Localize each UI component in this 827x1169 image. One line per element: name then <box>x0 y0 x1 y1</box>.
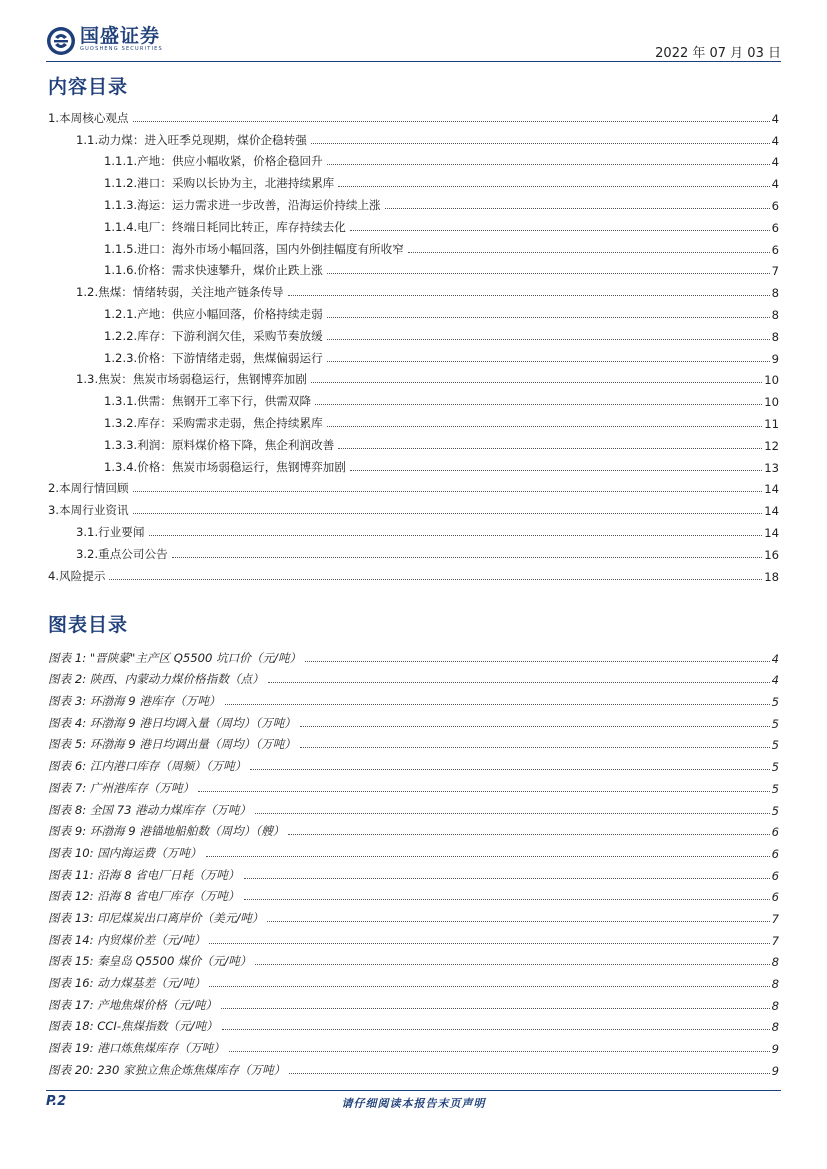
contents-list <box>48 104 779 584</box>
entry-title: 3.2.重点公司公告 <box>76 546 168 561</box>
entry-page-number: 7 <box>771 933 779 948</box>
disclaimer: 请仔细阅读本报告末页声明 <box>341 1097 486 1110</box>
entry-page-number: 7 <box>771 264 779 279</box>
entry-page-number: 6 <box>771 846 779 861</box>
footer-divider <box>46 1090 781 1091</box>
dot-leader <box>288 834 769 835</box>
dot-leader <box>350 470 762 471</box>
figure-entry[interactable] <box>48 969 779 991</box>
entry-title: 1.3.3.利润：原料煤价格下降，焦企利润改善 <box>104 437 335 452</box>
toc-entry[interactable] <box>48 431 779 453</box>
entry-title: 图表 18: CCI-焦煤指数（元/吨） <box>48 1019 218 1034</box>
dot-leader <box>172 557 763 558</box>
contents-title: 内容目录 <box>48 76 129 98</box>
entry-title: 1.3.4.价格：焦炭市场弱稳运行，焦钢博弈加剧 <box>104 459 346 474</box>
dot-leader <box>385 208 770 209</box>
entry-page-number: 5 <box>771 716 779 731</box>
figure-entry[interactable] <box>48 687 779 709</box>
figure-entry[interactable] <box>48 1056 779 1078</box>
dot-leader <box>311 382 762 383</box>
entry-title: 图表 16: 动力煤基差（元/吨） <box>48 976 206 990</box>
entry-page-number: 4 <box>771 155 779 170</box>
entry-page-number: 8 <box>771 329 779 344</box>
entry-title: 3.1.行业要闻 <box>76 524 145 539</box>
dot-leader <box>327 339 770 340</box>
toc-entry[interactable] <box>48 235 779 257</box>
dot-leader <box>133 491 763 492</box>
figure-entry[interactable] <box>48 709 779 731</box>
toc-entry[interactable] <box>48 540 779 562</box>
dot-leader <box>222 1029 770 1030</box>
entry-title: 3.本周行业资讯 <box>48 503 129 518</box>
entry-title: 2.本周行情回顾 <box>48 481 129 496</box>
entry-title: 图表 19: 港口炼焦煤库存（万吨） <box>48 1041 225 1056</box>
entry-page-number: 5 <box>771 803 779 818</box>
dot-leader <box>327 426 763 427</box>
entry-page-number: 6 <box>771 868 779 883</box>
toc-entry[interactable] <box>48 562 779 584</box>
entry-page-number: 8 <box>771 286 779 301</box>
dot-leader <box>149 535 763 536</box>
figure-entry[interactable] <box>48 752 779 774</box>
dot-leader <box>268 682 770 683</box>
entry-title: 图表 7: 广州港库存（万吨） <box>48 780 195 795</box>
entry-page-number: 9 <box>771 1063 779 1078</box>
toc-entry[interactable] <box>48 169 779 191</box>
entry-page-number: 14 <box>764 504 779 519</box>
toc-entry[interactable] <box>48 300 779 322</box>
entry-page-number: 7 <box>771 911 779 926</box>
dot-leader <box>209 986 769 987</box>
entry-title: 1.2.焦煤：情绪转弱，关注地产链条传导 <box>76 285 284 300</box>
entry-page-number: 4 <box>771 673 779 688</box>
entry-title: 4.风险提示 <box>48 568 106 583</box>
dot-leader <box>327 164 770 165</box>
figure-entry[interactable] <box>48 796 779 818</box>
figure-entry[interactable] <box>48 861 779 883</box>
dot-leader <box>229 1051 770 1052</box>
entry-page-number: 8 <box>771 977 779 991</box>
dot-leader <box>350 230 770 231</box>
dot-leader <box>206 856 770 857</box>
entry-page-number: 16 <box>764 547 779 562</box>
toc-entry[interactable] <box>48 213 779 235</box>
entry-title: 1.1.2.港口：采购以长协为主，北港持续累库 <box>104 176 335 191</box>
dot-leader <box>327 273 770 274</box>
figure-entry[interactable] <box>48 839 779 861</box>
brand-name-en: GUOSHENG SECURITIES <box>80 46 163 52</box>
entry-title: 图表 6: 江内港口库存（周频）（万吨） <box>48 759 247 774</box>
entry-title: 1.1.6.价格：需求快速攀升，煤价止跌上涨 <box>104 263 323 278</box>
figure-entry[interactable] <box>48 1013 779 1035</box>
company-logo <box>46 26 163 60</box>
toc-entry[interactable] <box>48 409 779 431</box>
figure-entry[interactable] <box>48 644 779 666</box>
entry-page-number: 4 <box>771 651 779 666</box>
entry-title: 图表 10: 国内海运费（万吨） <box>48 845 202 860</box>
entry-title: 1.1.3.海运：运力需求进一步改善，沿海运价持续上涨 <box>104 197 381 212</box>
toc-entry[interactable] <box>48 104 779 126</box>
toc-entry[interactable] <box>48 257 779 279</box>
entry-title: 图表 11: 沿海 8 省电厂日耗（万吨） <box>48 867 240 882</box>
entry-page-number: 5 <box>771 781 779 796</box>
entry-title: 1.本周核心观点 <box>48 110 129 125</box>
toc-entry[interactable] <box>48 126 779 148</box>
figure-entry[interactable] <box>48 883 779 905</box>
figure-entry[interactable] <box>48 1034 779 1056</box>
dot-leader <box>327 361 770 362</box>
entry-page-number: 5 <box>771 760 779 775</box>
figure-entry[interactable] <box>48 948 779 970</box>
dot-leader <box>255 964 769 965</box>
entry-title: 图表 1: "晋陕蒙"主产区 Q5500 坑口价（元/吨） <box>48 650 302 665</box>
dot-leader <box>300 747 770 748</box>
dot-leader <box>311 143 770 144</box>
report-date: 2022 年 07 月 03 日 <box>655 46 781 61</box>
entry-title: 图表 3: 环渤海 9 港库存（万吨） <box>48 694 221 709</box>
entry-page-number: 4 <box>771 177 779 192</box>
guosheng-logo-icon <box>46 26 76 56</box>
entry-page-number: 8 <box>771 955 779 970</box>
figures-title: 图表目录 <box>48 614 129 636</box>
entry-title: 图表 4: 环渤海 9 港日均调入量（周均）（万吨） <box>48 715 296 730</box>
dot-leader <box>305 661 769 662</box>
entry-title: 图表 2: 陕西、内蒙动力煤价格指数（点） <box>48 672 264 687</box>
entry-title: 1.3.1.供需：焦钢开工率下行，供需双降 <box>104 394 312 409</box>
figure-entry[interactable] <box>48 926 779 948</box>
entry-page-number: 6 <box>771 220 779 235</box>
entry-title: 1.2.3.价格：下游情绪走弱，焦煤偏弱运行 <box>104 350 323 365</box>
dot-leader <box>408 252 770 253</box>
dot-leader <box>198 791 769 792</box>
toc-entry[interactable] <box>48 344 779 366</box>
entry-page-number: 6 <box>771 198 779 213</box>
entry-title: 图表 8: 全国 73 港动力煤库存（万吨） <box>48 802 252 817</box>
dot-leader <box>338 186 769 187</box>
toc-entry[interactable] <box>48 496 779 518</box>
entry-page-number: 18 <box>764 569 779 584</box>
entry-title: 图表 13: 印尼煤炭出口离岸价（美元/吨） <box>48 910 264 925</box>
entry-page-number: 8 <box>771 307 779 322</box>
entry-page-number: 8 <box>771 1020 779 1035</box>
entry-page-number: 10 <box>764 373 779 388</box>
dot-leader <box>300 726 770 727</box>
dot-leader <box>244 878 770 879</box>
entry-page-number: 12 <box>764 438 779 453</box>
dot-leader <box>267 921 769 922</box>
entry-title: 图表 15: 秦皇岛 Q5500 煤价（元/吨） <box>48 954 252 969</box>
figure-entry[interactable] <box>48 818 779 840</box>
entry-title: 1.1.1.产地：供应小幅收紧，价格企稳回升 <box>104 154 323 169</box>
toc-entry[interactable] <box>48 453 779 475</box>
entry-title: 1.2.2.库存：下游利润欠佳，采购节奏放缓 <box>104 328 323 343</box>
dot-leader <box>225 704 770 705</box>
entry-title: 1.1.4.电厂：终端日耗同比转正，库存持续去化 <box>104 219 346 234</box>
dot-leader <box>255 813 770 814</box>
entry-title: 图表 12: 沿海 8 省电厂库存（万吨） <box>48 889 240 904</box>
toc-entry[interactable] <box>48 518 779 540</box>
toc-entry[interactable] <box>48 475 779 497</box>
dot-leader <box>221 1008 770 1009</box>
entry-title: 1.1.5.进口：海外市场小幅回落，国内外倒挂幅度有所收窄 <box>104 241 404 256</box>
toc-entry[interactable] <box>48 191 779 213</box>
figure-entry[interactable] <box>48 904 779 926</box>
entry-page-number: 6 <box>771 825 779 840</box>
entry-page-number: 10 <box>764 395 779 410</box>
entry-page-number: 4 <box>771 111 779 126</box>
page-number: P.2 <box>46 1094 67 1109</box>
dot-leader <box>338 448 762 449</box>
header-divider <box>46 61 781 62</box>
entry-page-number: 8 <box>771 998 779 1013</box>
entry-title: 图表 20: 230 家独立焦企炼焦煤库存（万吨） <box>48 1062 286 1077</box>
entry-page-number: 11 <box>764 416 779 431</box>
dot-leader <box>315 404 762 405</box>
dot-leader <box>288 295 770 296</box>
entry-page-number: 6 <box>771 242 779 257</box>
entry-page-number: 14 <box>764 482 779 497</box>
toc-entry[interactable] <box>48 148 779 170</box>
entry-page-number: 5 <box>771 695 779 710</box>
dot-leader <box>133 513 763 514</box>
dot-leader <box>244 899 770 900</box>
figure-entry[interactable] <box>48 774 779 796</box>
entry-page-number: 9 <box>771 351 779 366</box>
entry-page-number: 4 <box>771 133 779 148</box>
figures-list <box>48 644 779 1078</box>
entry-title: 1.3.焦炭：焦炭市场弱稳运行，焦钢博弈加剧 <box>76 372 307 387</box>
entry-title: 1.1.动力煤：进入旺季兑现期，煤价企稳转强 <box>76 132 307 147</box>
toc-entry[interactable] <box>48 366 779 388</box>
entry-title: 1.2.1.产地：供应小幅回落，价格持续走弱 <box>104 306 323 321</box>
entry-page-number: 9 <box>771 1042 779 1057</box>
toc-entry[interactable] <box>48 278 779 300</box>
entry-title: 图表 5: 环渤海 9 港日均调出量（周均）（万吨） <box>48 737 296 752</box>
entry-page-number: 14 <box>764 525 779 540</box>
entry-title: 图表 17: 产地焦煤价格（元/吨） <box>48 997 218 1012</box>
figure-entry[interactable] <box>48 991 779 1013</box>
dot-leader <box>109 579 762 580</box>
dot-leader <box>250 769 769 770</box>
toc-entry[interactable] <box>48 387 779 409</box>
dot-leader <box>327 317 770 318</box>
figure-entry[interactable] <box>48 731 779 753</box>
dot-leader <box>133 121 770 122</box>
entry-page-number: 13 <box>764 460 779 475</box>
entry-title: 图表 9: 环渤海 9 港锚地船舶数（周均）（艘） <box>48 824 285 839</box>
entry-page-number: 5 <box>771 738 779 753</box>
entry-page-number: 6 <box>771 890 779 905</box>
entry-title: 图表 14: 内贸煤价差（元/吨） <box>48 932 206 947</box>
entry-title: 1.3.2.库存：采购需求走弱，焦企持续累库 <box>104 415 323 430</box>
dot-leader <box>289 1073 769 1074</box>
figure-entry[interactable] <box>48 666 779 688</box>
brand-name: 国盛证券 <box>80 25 161 47</box>
dot-leader <box>209 943 769 944</box>
toc-entry[interactable] <box>48 322 779 344</box>
